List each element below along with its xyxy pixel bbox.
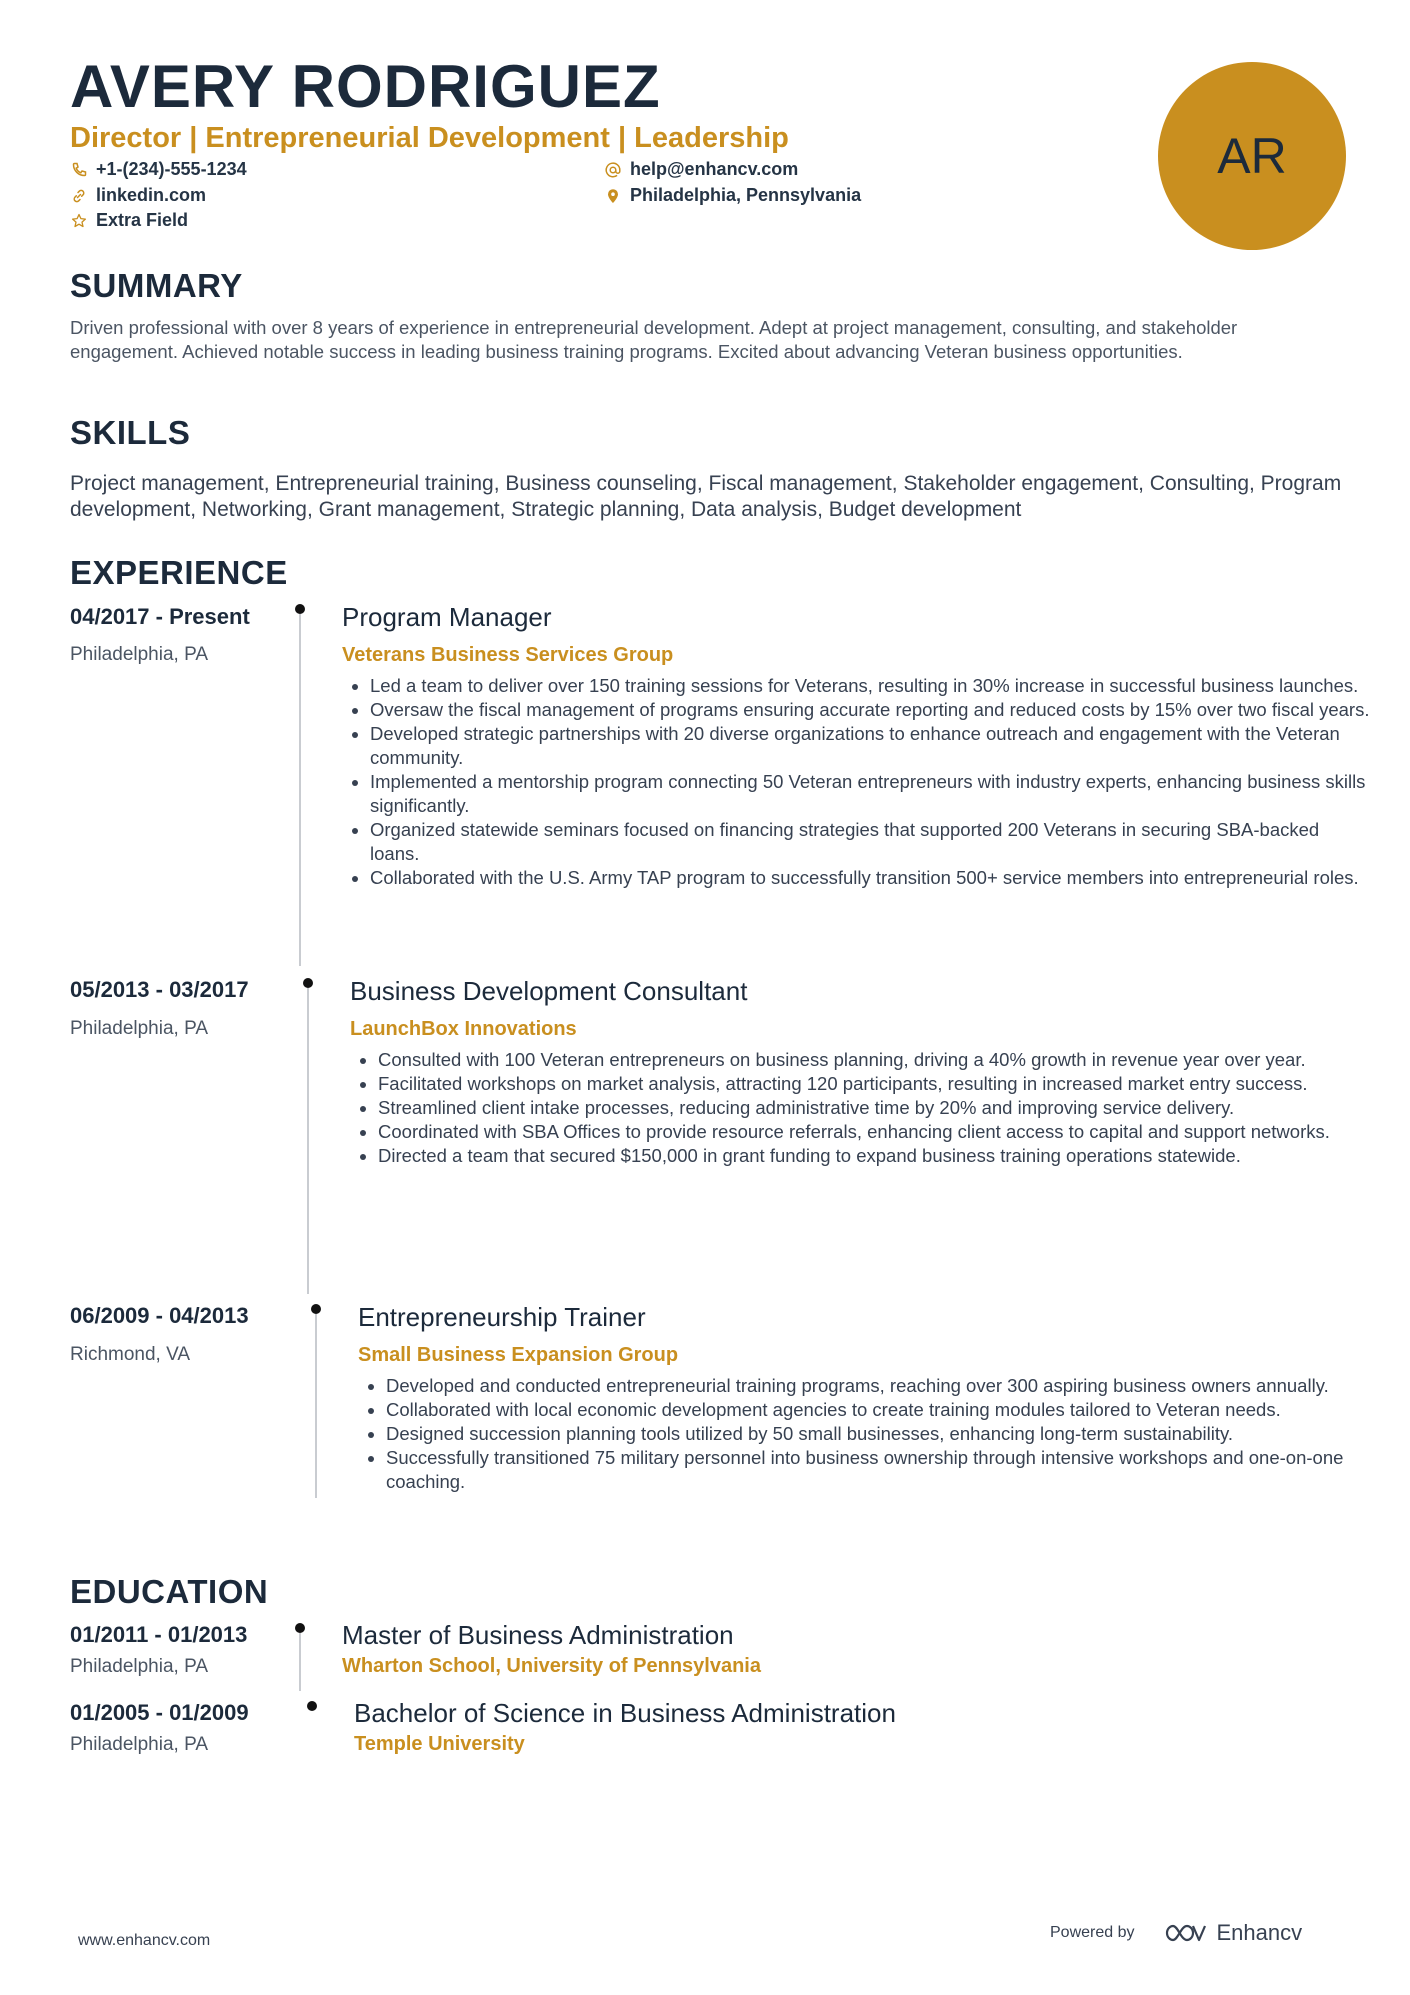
experience-role: Program Manager <box>342 602 552 632</box>
experience-location: Philadelphia, PA <box>70 644 209 665</box>
experience-role: Entrepreneurship Trainer <box>358 1302 646 1332</box>
extra-field <box>70 210 188 231</box>
summary-text: Driven professional with over 8 years of experience in entrepreneurial development. Adept at project management, consulting, and stakeholder engagement. Achieved notable success in leading business training programs. Excited about advancing Veteran business opportunities. <box>70 317 1238 362</box>
education-date: 01/2011 - 01/2013 <box>70 1622 248 1647</box>
timeline-line <box>315 1314 317 1498</box>
timeline-dot <box>295 1623 305 1633</box>
timeline-dot <box>303 978 313 988</box>
list-item: • Facilitated workshops on market analysis, attracting 120 participants, resulting in increased market entry success. <box>378 1072 1370 1096</box>
experience-bullets <box>358 1374 1370 1494</box>
list-item: • Directed a team that secured $150,000 in grant funding to expand business training operations statewide. <box>378 1144 1370 1168</box>
experience-location: Richmond, VA <box>70 1344 191 1365</box>
at-icon <box>604 161 622 179</box>
experience-date: 05/2013 - 03/2017 <box>70 977 249 1002</box>
phone-text: +1-(234)-555-1234 <box>96 159 247 179</box>
education-heading: EDUCATION <box>70 1573 269 1610</box>
experience-bullets <box>342 674 1370 890</box>
experience-heading: EXPERIENCE <box>70 554 288 591</box>
powered-by-label: Powered by <box>1050 1924 1135 1941</box>
enhancv-logo-icon <box>1163 1921 1209 1945</box>
experience-location: Philadelphia, PA <box>70 1018 209 1039</box>
linkedin-contact[interactable] <box>70 185 206 206</box>
candidate-name: AVERY RODRIGUEZ <box>70 53 661 120</box>
candidate-title: Director | Entrepreneurial Development | Leadership <box>70 122 789 154</box>
timeline-line <box>299 1633 301 1691</box>
list-item: • Successfully transitioned 75 military personnel into business ownership through intensive workshops and one-on-one coaching. <box>386 1446 1370 1494</box>
star-icon <box>70 212 88 230</box>
education-school: Wharton School, University of Pennsylvania <box>342 1655 761 1677</box>
list-item: • Consulted with 100 Veteran entrepreneurs on business planning, driving a 40% growth in revenue year over year. <box>378 1048 1370 1072</box>
list-item: • Organized statewide seminars focused on financing strategies that supported 200 Veterans in securing SBA-backed loans. <box>370 818 1370 866</box>
experience-bullets <box>350 1048 1370 1168</box>
summary-heading: SUMMARY <box>70 267 243 304</box>
timeline-dot <box>311 1304 321 1314</box>
experience-company: LaunchBox Innovations <box>350 1018 577 1040</box>
enhancv-logo[interactable] <box>1163 1920 1303 1946</box>
extra-field-text: Extra Field <box>96 210 189 230</box>
list-item: • Collaborated with the U.S. Army TAP program to successfully transition 500+ service members into entrepreneurial roles. <box>370 866 1370 890</box>
education-date: 01/2005 - 01/2009 <box>70 1700 249 1725</box>
education-location: Philadelphia, PA <box>70 1734 209 1755</box>
timeline-line <box>299 614 301 966</box>
timeline-dot <box>307 1701 317 1711</box>
timeline-dot <box>295 604 305 614</box>
linkedin-text: linkedin.com <box>96 185 207 205</box>
list-item: • Oversaw the fiscal management of programs ensuring accurate reporting and reduced costs by 15% over two fiscal years. <box>370 698 1370 722</box>
education-degree: Bachelor of Science in Business Administration <box>354 1698 896 1728</box>
skills-text: Project management, Entrepreneurial training, Business counseling, Fiscal management, Stakeholder engagement, Consulting, Program development, Networking, Grant management, Strategic planning, Data analysis, Budget development <box>70 472 1342 521</box>
resume-page <box>70 0 1370 1995</box>
experience-role: Business Development Consultant <box>350 976 748 1006</box>
list-item: • Streamlined client intake processes, reducing administrative time by 20% and improving service delivery. <box>378 1096 1370 1120</box>
list-item: • Collaborated with local economic development agencies to create training modules tailored to Veteran needs. <box>386 1398 1370 1422</box>
skills-heading: SKILLS <box>70 414 191 451</box>
experience-company: Small Business Expansion Group <box>358 1344 679 1366</box>
avatar: AR <box>1158 62 1346 250</box>
phone-icon <box>70 161 88 179</box>
education-degree: Master of Business Administration <box>342 1620 734 1650</box>
footer-website-link[interactable]: www.enhancv.com <box>78 1932 211 1949</box>
education-location: Philadelphia, PA <box>70 1656 209 1677</box>
list-item: • Coordinated with SBA Offices to provide resource referrals, enhancing client access to capital and support networks. <box>378 1120 1370 1144</box>
email-contact[interactable] <box>604 159 798 180</box>
location-pin-icon <box>604 187 622 205</box>
link-icon <box>70 187 88 205</box>
location-contact <box>604 185 861 206</box>
enhancv-brand-text: Enhancv <box>1216 1920 1303 1945</box>
email-text: help@enhancv.com <box>630 159 799 179</box>
timeline-line <box>307 988 309 1294</box>
education-school: Temple University <box>354 1733 525 1755</box>
location-text: Philadelphia, Pennsylvania <box>630 185 862 205</box>
experience-date: 06/2009 - 04/2013 <box>70 1303 249 1328</box>
list-item: • Led a team to deliver over 150 training sessions for Veterans, resulting in 30% increase in successful business launches. <box>370 674 1370 698</box>
list-item: • Designed succession planning tools utilized by 50 small businesses, enhancing long-term sustainability. <box>386 1422 1370 1446</box>
experience-company: Veterans Business Services Group <box>342 644 674 666</box>
experience-date: 04/2017 - Present <box>70 604 250 629</box>
list-item: • Developed strategic partnerships with 20 diverse organizations to enhance outreach and engagement with the Veteran community. <box>370 722 1370 770</box>
phone-contact[interactable] <box>70 159 247 180</box>
list-item: • Implemented a mentorship program connecting 50 Veteran entrepreneurs with industry experts, enhancing business skills significantly. <box>370 770 1370 818</box>
list-item: • Developed and conducted entrepreneurial training programs, reaching over 300 aspiring business owners annually. <box>386 1374 1370 1398</box>
footer-branding <box>1050 1920 1302 1946</box>
